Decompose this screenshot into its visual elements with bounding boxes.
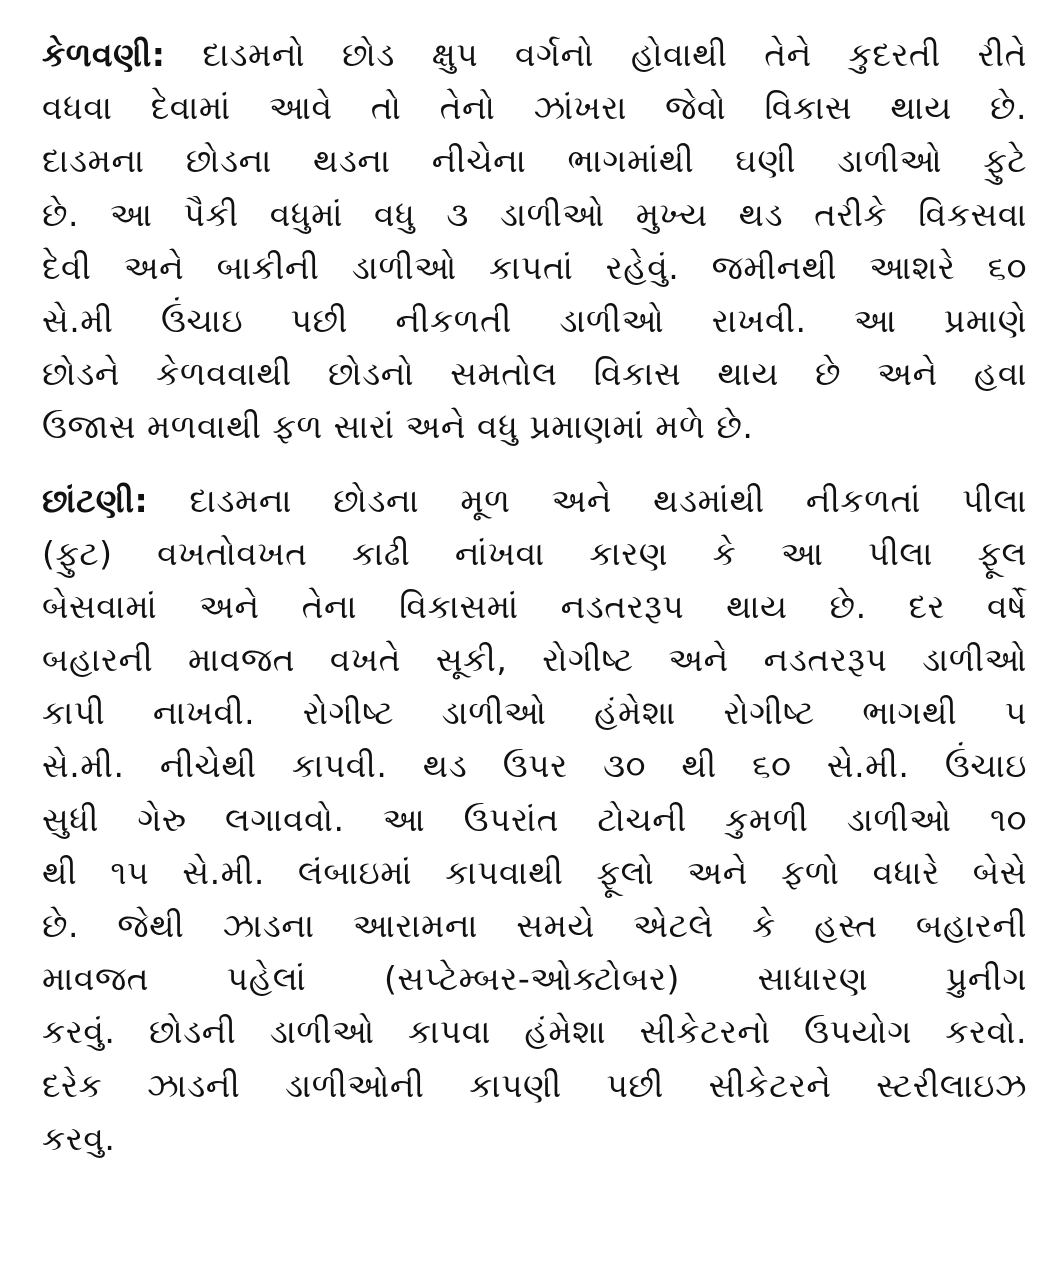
paragraph-line: દાડમના છોડના થડના નીચેના ભાગમાંથી ઘણી ડાળીઓ ફુટે bbox=[42, 141, 1027, 181]
paragraph-line: સે.મી. નીચેથી કાપવી. થડ ઉપર ૩૦ થી ૬૦ સે.મી. ઉંચાઇ bbox=[42, 746, 1027, 786]
paragraph-line: કાપી નાખવી. રોગીષ્ટ ડાળીઓ હંમેશા રોગીષ્ટ ભાગથી ૫ bbox=[42, 693, 1027, 733]
paragraph-line: બેસવામાં અને તેના વિકાસમાં નડતરરૂપ થાય છે. દર વર્ષે bbox=[42, 586, 1027, 626]
section-heading-pruning: છાંટણી: bbox=[42, 480, 149, 520]
section-pruning bbox=[42, 474, 1027, 1165]
paragraph-line: છે. આ પૈકી વધુમાં વધુ ૩ ડાળીઓ મુખ્ય થડ તરીકે વિકસવા bbox=[42, 194, 1027, 234]
paragraph-line: કરવુ. bbox=[42, 1118, 116, 1158]
line-text: દાડમના છોડના મૂળ અને થડમાંથી નીકળતાં પીલા bbox=[189, 480, 1027, 520]
paragraph-line: દેવી અને બાકીની ડાળીઓ કાપતાં રહેવું. જમીનથી આશરે ૬૦ bbox=[42, 247, 1027, 287]
paragraph-line bbox=[42, 474, 1027, 527]
paragraph-line: સે.મી ઉંચાઇ પછી નીકળતી ડાળીઓ રાખવી. આ પ્રમાણે bbox=[42, 300, 1027, 340]
paragraph-line: થી ૧૫ સે.મી. લંબાઇમાં કાપવાથી ફૂલો અને ફળો વધારે બેસે bbox=[42, 852, 1027, 892]
paragraph-line: છોડને કેળવવાથી છોડનો સમતોલ વિકાસ થાય છે અને હવા bbox=[42, 354, 1027, 394]
paragraph-line: કરવું. છોડની ડાળીઓ કાપવા હંમેશા સીકેટરનો ઉપયોગ કરવો. bbox=[42, 1012, 1027, 1052]
section-heading-training: કેળવણી: bbox=[42, 35, 166, 74]
paragraph-line: માવજત પહેલાં (સપ્ટેમ્બર-ઓક્ટોબર) સાધારણ પ્રુનીગ bbox=[42, 959, 1027, 999]
paragraph-line: ઉજાસ મળવાથી ફળ સારાં અને વધુ પ્રમાણમાં મળે છે. bbox=[42, 407, 754, 447]
paragraph-line: છે. જેથી ઝાડના આરામના સમયે એટલે કે હસ્ત બહારની bbox=[42, 906, 1027, 945]
paragraph-line: દરેક ઝાડની ડાળીઓની કાપણી પછી સીકેટરને સ્ટરીલાઇઝ bbox=[42, 1065, 1027, 1105]
line-text: દાડમનો છોડ ક્ષુપ વર્ગનો હોવાથી તેને કુદરતી રીતે bbox=[202, 35, 1027, 74]
paragraph-line: બહારની માવજત વખતે સૂકી, રોગીષ્ટ અને નડતરરૂપ ડાળીઓ bbox=[42, 640, 1027, 680]
paragraph-line bbox=[42, 28, 1027, 81]
section-training bbox=[42, 28, 1027, 454]
paragraph-line: (ફુટ) વખતોવખત કાઢી નાંખવા કારણ કે આ પીલા ફૂલ bbox=[42, 533, 1027, 573]
paragraph-line: વધવા દેવામાં આવે તો તેનો ઝાંખરા જેવો વિકાસ થાય છે. bbox=[42, 88, 1027, 128]
paragraph-line: સુધી ગેરુ લગાવવો. આ ઉપરાંત ટોચની કુમળી ડાળીઓ ૧૦ bbox=[42, 799, 1027, 839]
